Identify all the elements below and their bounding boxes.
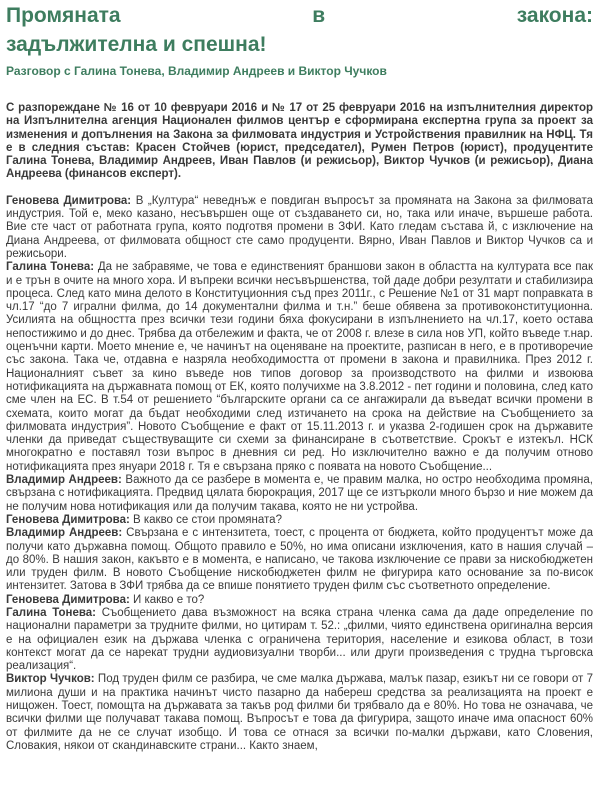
- dialogue-text: В какво се стои промяната?: [129, 513, 282, 526]
- dialogue-paragraph: [6, 514, 593, 527]
- dialogue-paragraph: [6, 594, 593, 607]
- speaker-name: Владимир Андреев:: [6, 527, 123, 540]
- speaker-name: Галина Тонева:: [6, 261, 95, 274]
- subtitle: Разговор с Галина Тонева, Владимир Андреев и Виктор Чучков: [6, 64, 387, 78]
- article-body: [6, 102, 593, 753]
- title-word: закона:: [516, 4, 593, 27]
- dialogue-text: Свързана е с интензитета, тоест, с процента от бюджета, който продуцентът може да получи като държавна помощ. Общото правило е 50%, но има описани изключения, като в нашия случай – до 80%. В нашия закон, какъвто е в момента, е написано, че такова изключение се прави за нискобюджетен или труден филм. В новото Съобщение нискобюджетен филм не фигурира като основание за по-висок интензитет. Затова в ЗФИ трябва да се впише понятието труден филм със съответното определение.: [6, 527, 593, 593]
- page-title: [6, 1, 593, 59]
- title-word: в: [312, 4, 326, 27]
- dialogue-text: И какво е то?: [129, 593, 205, 606]
- dialogue-paragraph: [6, 607, 593, 673]
- dialogue-text: Под труден филм се разбира, че сме малка държава, малък пазар, езикът ни се говори от 7 милиона души и на практика начинът чисто пазарно да набереш средства за реализацията на проект е нищожен. Тоест, помощта на държавата за такъв род филми би трябвало да е 80%. Но това не означава, че всички филми ще получават такава помощ. Въпросът е това да фигурира, защото иначе има опасност 60% от филмите да не се случат изобщо. И това се отнася за всички по-малки държави, като Словения, Словакия, някои от скандинавските страни... Както знаем,: [6, 673, 593, 752]
- dialogue-paragraph: [6, 474, 593, 514]
- speaker-name: Геновева Димитрова:: [6, 194, 132, 207]
- speaker-name: Виктор Чучков:: [6, 673, 95, 686]
- dialogue-text: Съобщението дава възможност на всяка страна членка сама да даде определение по национални параметри за трудните филми, но цитирам т. 52.: „филми, чиято единствена оригинална версия е на официален език на държава членка с ограничена територия, население и езикова област, в този контекст могат да се нарекат трудни аудиовизуални творби... или други произведения с трудна търговска реализация“.: [6, 606, 593, 673]
- speaker-name: Геновева Димитрова:: [6, 513, 130, 526]
- speaker-name: Геновева Димитрова:: [6, 593, 130, 606]
- page-title-line2: задължителна и спешна!: [6, 33, 267, 56]
- dialogue-paragraph: [6, 673, 593, 753]
- dialogue-paragraph: [6, 527, 593, 593]
- title-word: Промяната: [6, 4, 121, 27]
- dialogue-text: Да не забравяме, че това е единственият браншови закон в областта на културата все пак и е трън в очите на много хора. И въпреки всички несъвършенства, той даде добри резултати и стабилизира процеса. След като мина делото в Конституционния съд през 2011г., с Решение №1 от 31 март поправката в чл.17 “до 7 игрални филма, до 14 документални филма и т.н.” беше обявена за противоконституционна. Усилията на общността през всички тези години бяха фокусирани в изпълнението на чл.17, което остава непостижимо и до днес. Трябва да отбележим и факта, че от 2008 г. влезе в сила нов УП, който въведе т.нар. оценъчни карти. Моето мнение е, че начинът на оценяване на проектите, разписан в него, е в противоречие със закона. Така че, отдавна е назряла необходимостта от промени в закона и правилника. През 2012 г. Националният съвет за кино въведе нов типов договор за производството на филми и извоюва нотификацията на държавната помощ от ЕК, която получихме на 3.8.2012 - пет години и половина, след като сме член на ЕС. В т.54 от решението “българските органи са се ангажирали да въведат всички промени в схемата, които могат да бъдат необходими след изтичането на срока на действие на Съобщението за филмовата индустрия”. Новото Съобщение е факт от 15.11.2013 г. и указва 2-годишен срок на държавите членки да приведат съществуващите си схеми за финансиране в съответствие. Срокът е изтекъл. НСК многократно е поставял този въпрос в дневния си ред. Но изключително важно е да получим отново нотификацията през януари 2018 г. Тя е свързана пряко с появата на новото Съобщение...: [6, 261, 593, 473]
- page-title-line1: [6, 1, 593, 30]
- dialogue-text: В „Култура“ неведнъж е повдиган въпросът за промяната на Закона за филмовата индустрия. Той е, меко казано, несъвършен още от създаването си, но, така или иначе, вършеше работа. Вие сте част от работната група, която подготвя промени в ЗФИ. Като гледам състава й, с изключение на Диана Андреева, от филмовата общност сте само продуценти. Вярно, Иван Павлов и Виктор Чучков са и режисьори.: [6, 194, 593, 260]
- dialogue-paragraph: [6, 261, 593, 474]
- speaker-name: Владимир Андреев:: [6, 474, 122, 487]
- speaker-name: Галина Тонева:: [6, 606, 97, 619]
- dialogue-paragraph: [6, 195, 593, 261]
- dialogue-text: Важното да се разбере в момента е, че правим малка, но остро необходима промяна, свързана с нотификацията. Предвид цялата бюрокрация, 2017 ще се изтърколи много бързо и ние можем да не получим нова нотификация или да получим такава, която не ни устройва.: [6, 474, 593, 513]
- lead-paragraph: С разпореждане № 16 от 10 февруари 2016 и № 17 от 25 февруари 2016 на изпълнителния директор на Изпълнителна агенция Национален филмов център е сформирана експертна група за проект за изменения и допълнения на Закона за филмовата индустрия и Устройствения правилник на НФЦ. Тя е в следния състав: Красен Стойчев (юрист, председател), Румен Петров (юрист), продуцентите Галина Тонева, Владимир Андреев, Иван Павлов (и режисьор), Виктор Чучков (и режисьор), Диана Андреева (финансов експерт).: [6, 102, 593, 181]
